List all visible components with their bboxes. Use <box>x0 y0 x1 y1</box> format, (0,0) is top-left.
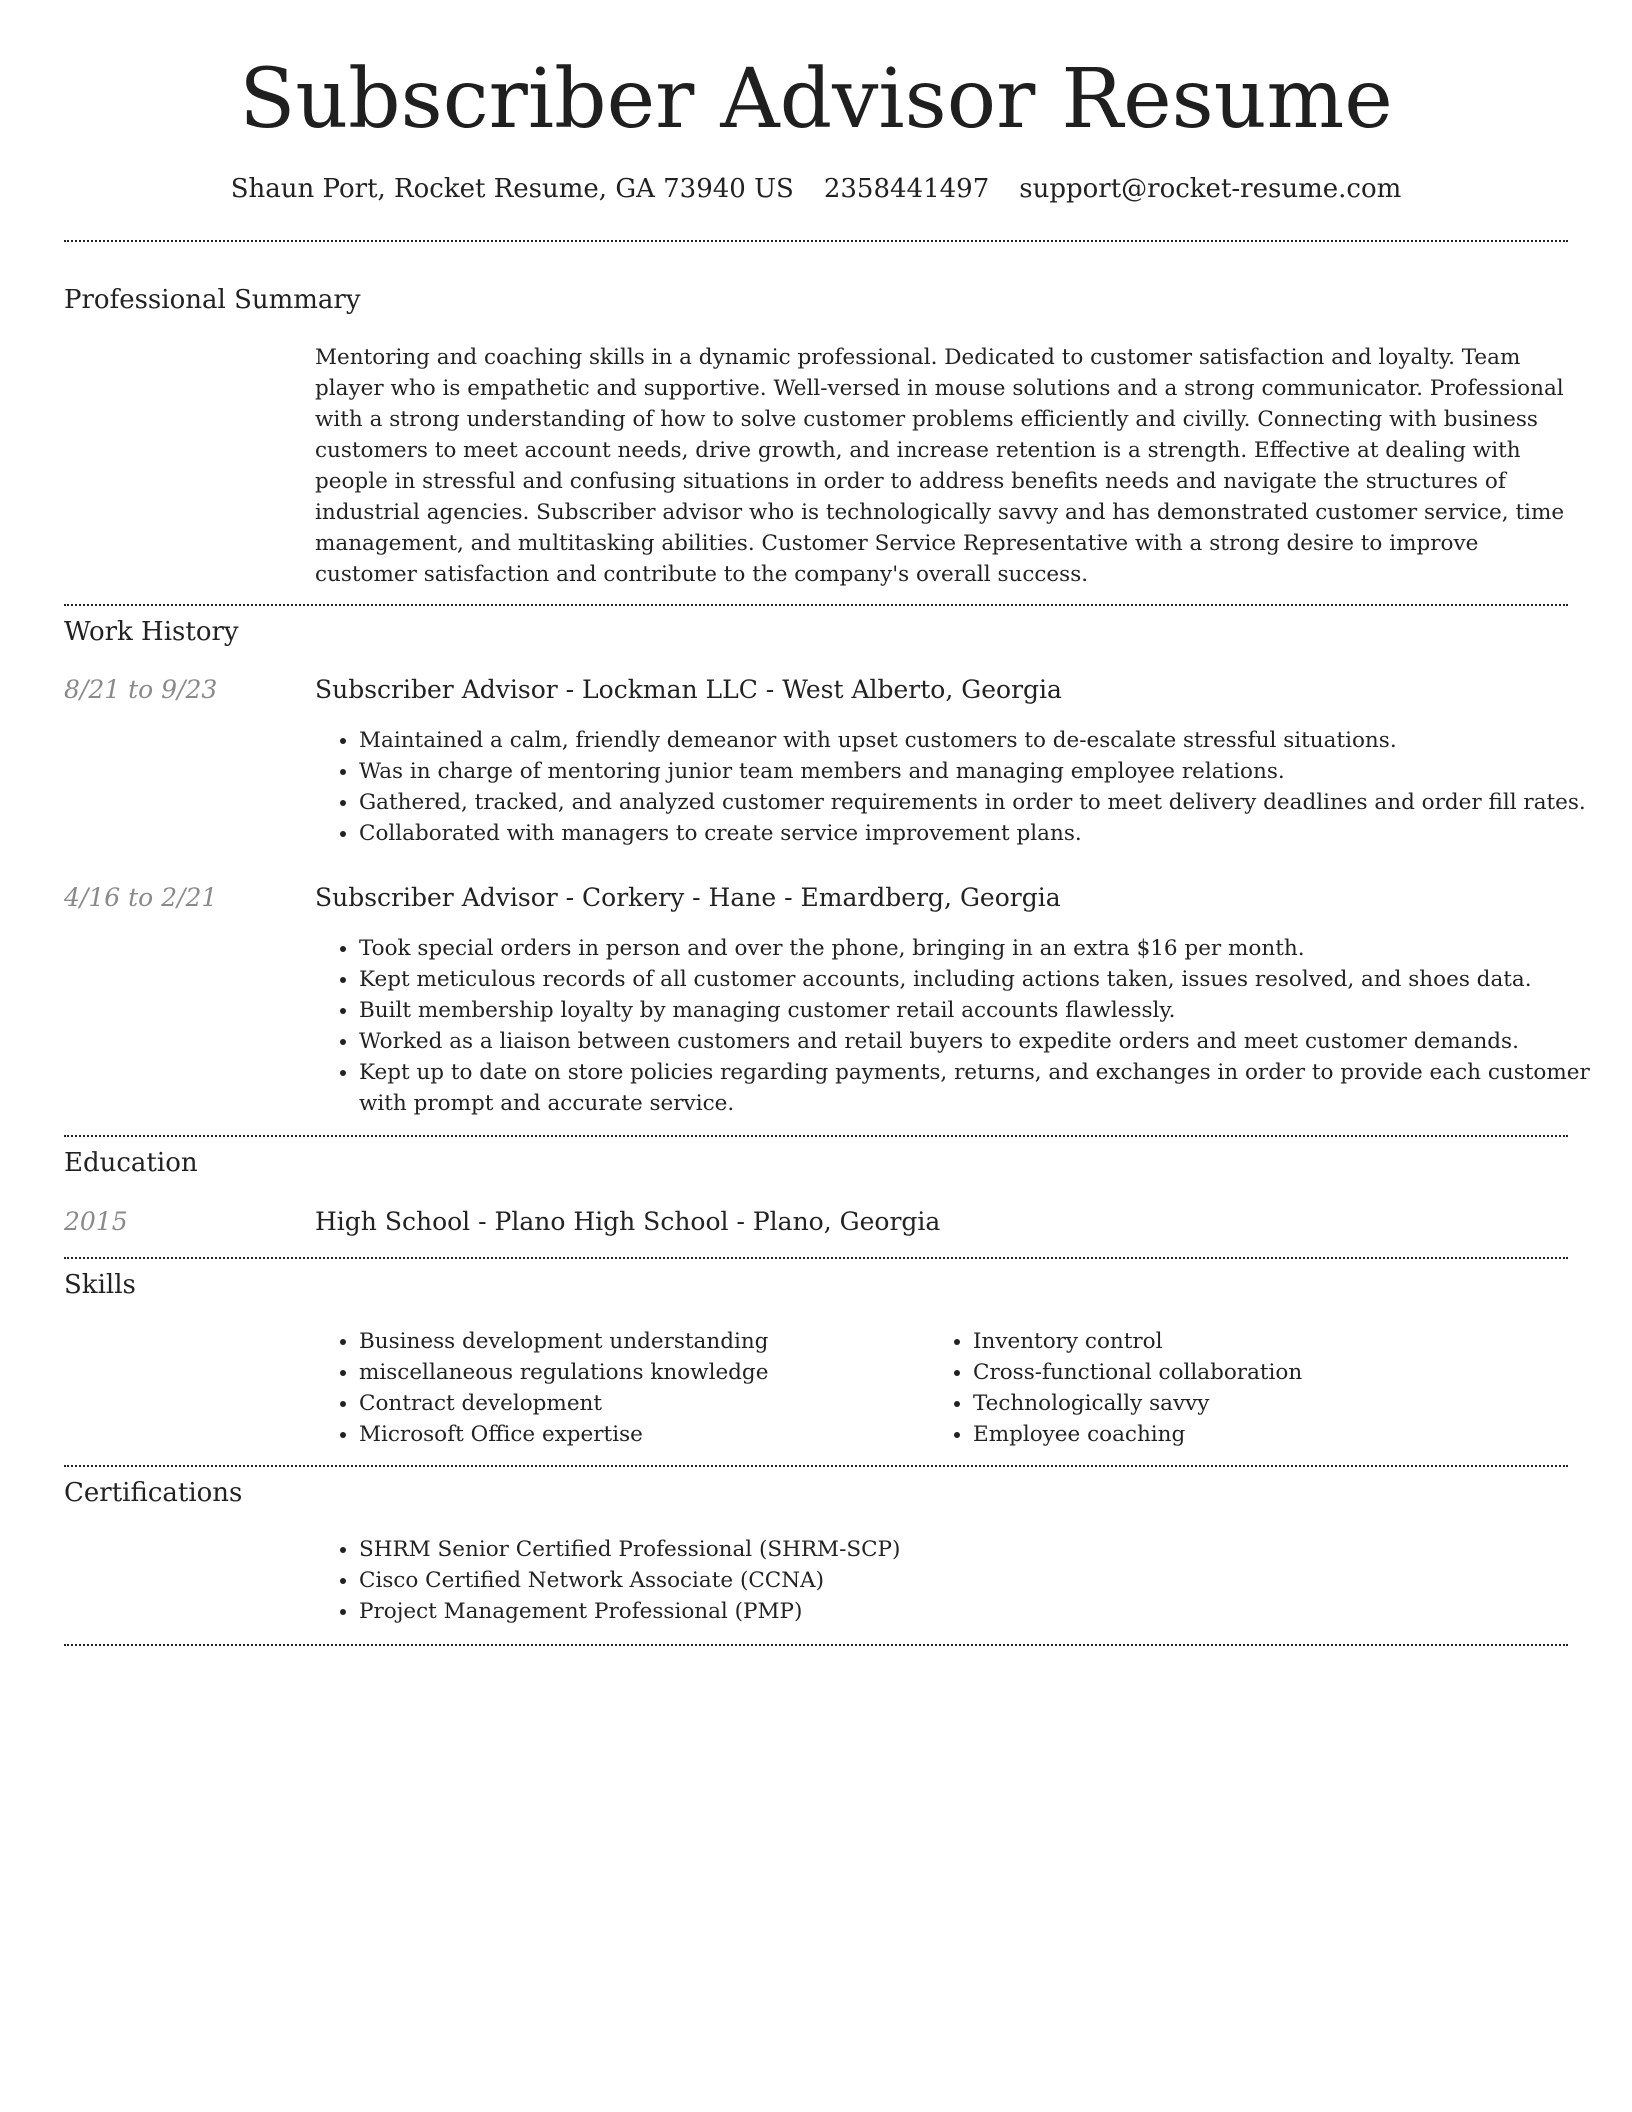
education-title: High School - Plano High School - Plano, Georgia <box>315 1207 941 1236</box>
section-divider <box>64 1465 1568 1467</box>
contact-phone: 2358441497 <box>823 174 990 204</box>
section-divider <box>64 1257 1568 1259</box>
certification-item: • Cisco Certified Network Associate (CCNA) <box>359 1565 1597 1596</box>
job-bullet: • Gathered, tracked, and analyzed customer requirements in order to meet delivery deadlines and order fill rates. <box>359 787 1597 818</box>
section-divider <box>64 604 1568 606</box>
job-dates: 8/21 to 9/23 <box>64 675 218 704</box>
section-divider <box>64 1644 1568 1646</box>
section-divider <box>64 1135 1568 1137</box>
job-bullet: • Took special orders in person and over the phone, bringing in an extra $16 per month. <box>359 933 1597 964</box>
skills-list-right <box>929 1326 1567 1450</box>
job-bullet: • Was in charge of mentoring junior team members and managing employee relations. <box>359 756 1597 787</box>
certification-item: • Project Management Professional (PMP) <box>359 1596 1597 1627</box>
skill-item: • Technologically savvy <box>973 1388 1567 1419</box>
skill-item: • miscellaneous regulations knowledge <box>359 1357 929 1388</box>
section-divider <box>64 240 1568 242</box>
skills-heading: Skills <box>64 1270 136 1300</box>
job-title: Subscriber Advisor - Corkery - Hane - Emardberg, Georgia <box>315 883 1061 912</box>
job-bullets <box>315 725 1597 849</box>
skill-item: • Contract development <box>359 1388 929 1419</box>
summary-text: Mentoring and coaching skills in a dynamic professional. Dedicated to customer satisfaction and loyalty. Team player who is empathetic and supportive. Well-versed in mouse solutions and a strong communicator. Professional with a strong understanding of how to solve customer problems efficiently and civilly. Connecting with business customers to meet account needs, drive growth, and increase retention is a strength. Effective at dealing with people in stressful and confusing situations in order to address benefits needs and navigate the structures of industrial agencies. Subscriber advisor who is technologically savvy and has demonstrated customer service, time management, and multitasking abilities. Customer Service Representative with a strong desire to improve customer satisfaction and contribute to the company's overall success. <box>315 345 1565 587</box>
certification-item: • SHRM Senior Certified Professional (SHRM-SCP) <box>359 1534 1597 1565</box>
job-dates: 4/16 to 2/21 <box>64 883 218 912</box>
resume-title: Subscriber Advisor Resume <box>239 52 1393 147</box>
contact-line <box>0 170 1632 208</box>
job-bullets <box>315 933 1597 1119</box>
education-date: 2015 <box>64 1207 128 1236</box>
education-heading: Education <box>64 1148 198 1178</box>
skill-item: • Inventory control <box>973 1326 1567 1357</box>
skill-item: • Employee coaching <box>973 1419 1567 1450</box>
skills-list-left <box>315 1326 929 1450</box>
summary-heading: Professional Summary <box>64 285 361 315</box>
skill-item: • Cross-functional collaboration <box>973 1357 1567 1388</box>
work-history-heading: Work History <box>64 617 239 647</box>
contact-address: Shaun Port, Rocket Resume, GA 73940 US <box>230 174 794 204</box>
contact-email: support@rocket-resume.com <box>1019 174 1402 204</box>
job-bullet: • Built membership loyalty by managing customer retail accounts flawlessly. <box>359 995 1597 1026</box>
job-bullet: • Maintained a calm, friendly demeanor with upset customers to de-escalate stressful situations. <box>359 725 1597 756</box>
job-title: Subscriber Advisor - Lockman LLC - West Alberto, Georgia <box>315 675 1062 704</box>
certifications-heading: Certifications <box>64 1478 243 1508</box>
job-bullet: • Collaborated with managers to create service improvement plans. <box>359 818 1597 849</box>
job-bullet: • Worked as a liaison between customers and retail buyers to expedite orders and meet customer demands. <box>359 1026 1597 1057</box>
skill-item: • Business development understanding <box>359 1326 929 1357</box>
job-bullet: • Kept up to date on store policies regarding payments, returns, and exchanges in order to provide each customer with prompt and accurate service. <box>359 1057 1597 1119</box>
certifications-list <box>315 1534 1597 1627</box>
skill-item: • Microsoft Office expertise <box>359 1419 929 1450</box>
job-bullet: • Kept meticulous records of all customer accounts, including actions taken, issues resolved, and shoes data. <box>359 964 1597 995</box>
